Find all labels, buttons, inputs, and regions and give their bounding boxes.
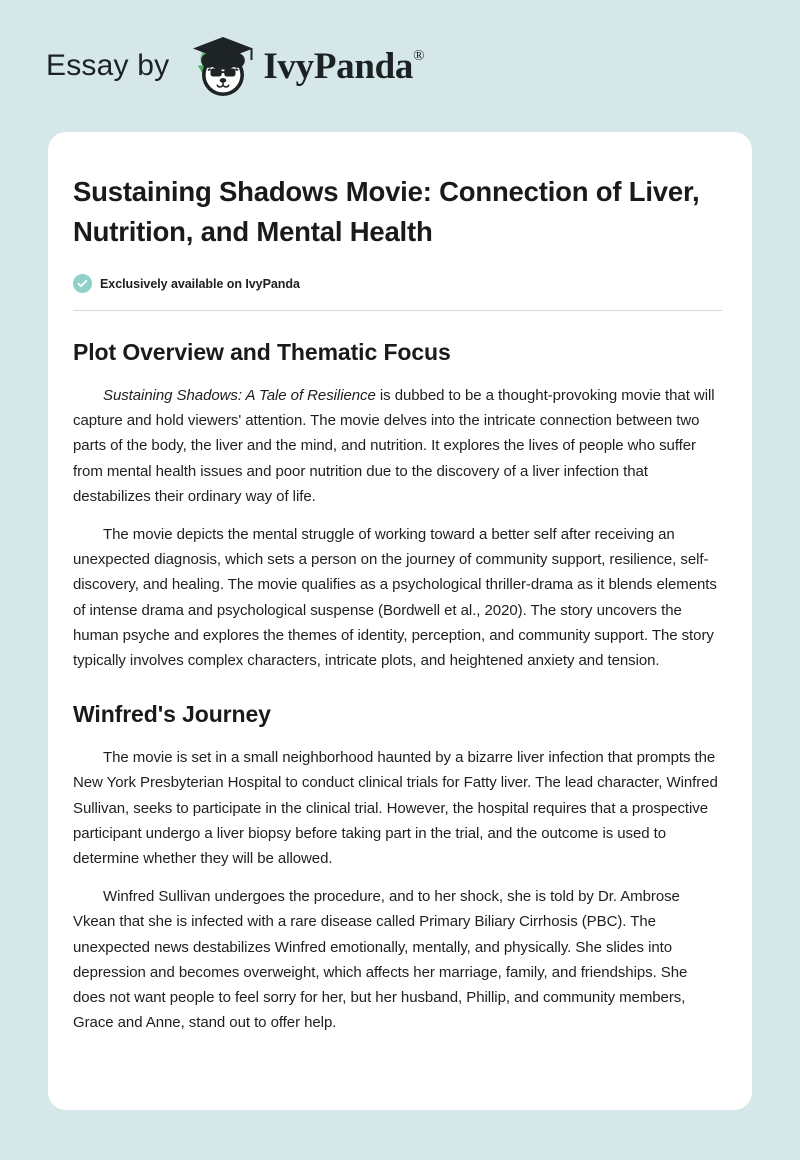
movie-title-italic: Sustaining Shadows: A Tale of Resilience (103, 387, 376, 404)
registered-trademark-icon: ® (413, 48, 425, 65)
paragraph: The movie is set in a small neighborhood haunted by a bizarre liver infection that prompts the New York Presbyterian Hospital to conduct clinical trials for Fatty liver. The lead character, Winfred Sullivan, seeks to participate in the clinical trial. However, the hospital requires that a prospective participant undergo a liver biopsy before taking part in the trial, and the outcome is used to determine whether they will be allowed. (73, 749, 718, 868)
title-divider (73, 310, 722, 311)
exclusive-badge (73, 274, 722, 293)
brand-wordmark (263, 45, 425, 87)
essay-by-label: Essay by (46, 49, 170, 82)
check-circle-icon (73, 274, 92, 293)
panda-graduate-icon (183, 33, 257, 99)
paragraph: Winfred Sullivan undergoes the procedure, and to her shock, she is told by Dr. Ambrose Vkean that she is infected with a rare disease called Primary Biliary Cirrhosis (PBC). The unexpected news destabilizes Winfred emotionally, mentally, and physically. She slides into depression and becomes overweight, which affects her marriage, family, and friendships. She does not want people to feel sorry for her, but her husband, Phillip, and community members, Grace and Anne, stand out to offer help. (73, 888, 688, 1032)
essay-content (73, 172, 722, 1035)
brand-name-text: IvyPanda (263, 45, 414, 87)
essay-card (48, 132, 752, 1110)
paragraph (73, 383, 722, 509)
section-heading-winfreds-journey: Winfred's Journey (73, 701, 271, 728)
masthead (0, 0, 800, 132)
ivypanda-logo[interactable] (183, 33, 424, 99)
paragraph: The movie depicts the mental struggle of working toward a better self after receiving an unexpected diagnosis, which sets a person on the journey of community support, resilience, self-discovery, and healing. The movie qualifies as a psychological thriller-drama as it blends elements of intense drama and psychological suspense (Bordwell et al., 2020). The story uncovers the human psyche and explores the themes of identity, perception, and community support. The story typically involves complex characters, intricate plots, and heightened anxiety and tension. (73, 526, 717, 670)
section-heading-plot-overview: Plot Overview and Thematic Focus (73, 339, 451, 365)
paragraph-text: is dubbed to be a thought-provoking movie that will capture and hold viewers' attention. The movie delves into the intricate connection between two parts of the body, the liver and the mind, and nutrition. It explores the lives of people who suffer from mental health issues and poor nutrition due to the discovery of a liver infection that destabilizes their ordinary way of life. (73, 387, 715, 505)
page-title: Sustaining Shadows Movie: Connection of Liver, Nutrition, and Mental Health (73, 176, 700, 247)
exclusive-badge-label: Exclusively available on IvyPanda (100, 276, 300, 291)
masthead-inner (46, 33, 424, 99)
